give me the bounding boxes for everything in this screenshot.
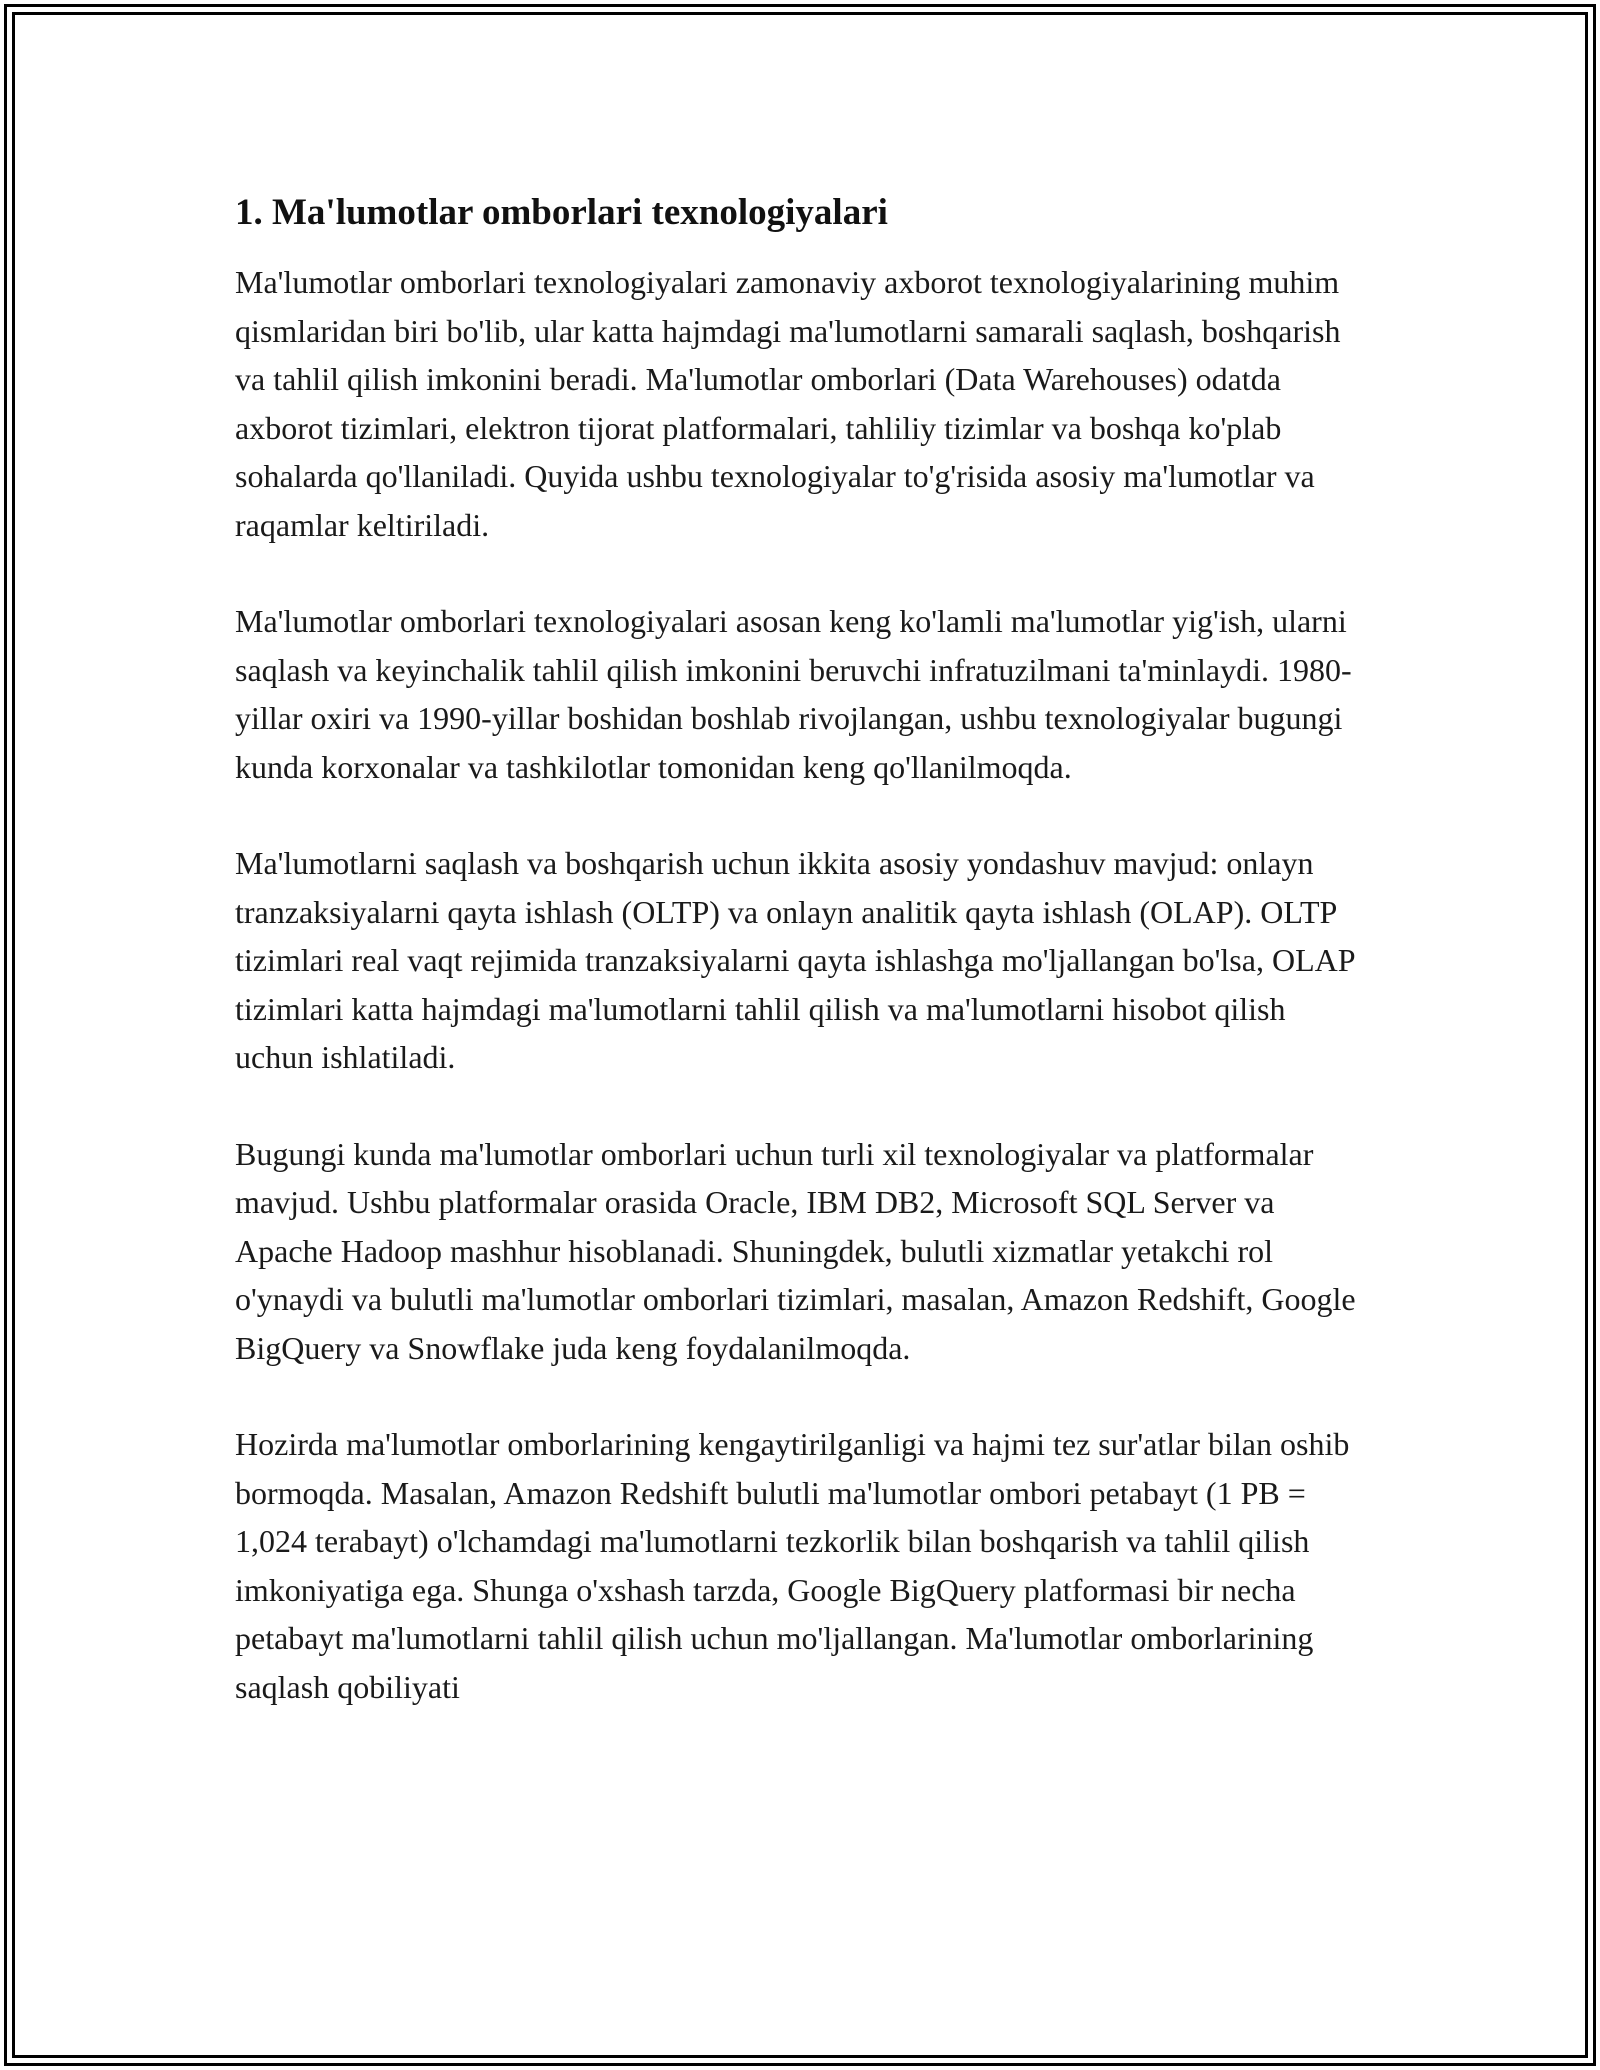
paragraph-scale: Hozirda ma'lumotlar omborlarining kengaytirilganligi va hajmi tez sur'atlar bilan oshib bormoqda. Masalan, Amazon Redshift bulutli ma'lumotlar ombori petabayt (1 PB = 1,024 terabayt) o'lchamdagi ma'lumotlarni tezkorlik bilan boshqarish va tahlil qilish imkoniyatiga ega. Shunga o'xshash tarzda, Google BigQuery platformasi bir necha petabayt ma'lumotlarni tahlil qilish uchun mo'ljallangan. Ma'lumotlar omborlarining saqlash qobiliyati — [235, 1426, 1350, 1705]
paragraph-platforms: Bugungi kunda ma'lumotlar omborlari uchun turli xil texnologiyalar va platformalar mavjud. Ushbu platformalar orasida Oracle, IBM DB2, Microsoft SQL Server va Apache Hadoop mashhur hisoblanadi. Shuningdek, bulutli xizmatlar yetakchi rol o'ynaydi va bulutli ma'lumotlar omborlari tizimlari, masalan, Amazon Redshift, Google BigQuery va Snowflake juda keng foydalanilmoqda. — [235, 1135, 1356, 1366]
document-body — [235, 188, 1370, 1711]
section-heading: 1. Ma'lumotlar omborlari texnologiyalari — [235, 192, 888, 233]
paragraph-infrastructure: Ma'lumotlar omborlari texnologiyalari asosan keng ko'lamli ma'lumotlar yig'ish, ularni saqlash va keyinchalik tahlil qilish imkonini beruvchi infratuzilmani ta'minlaydi. 1980-yillar oxiri va 1990-yillar boshidan boshlab rivojlangan, ushbu texnologiyalar bugungi kunda korxonalar va tashkilotlar tomonidan keng qo'llanilmoqda. — [235, 603, 1352, 785]
paragraph-intro: Ma'lumotlar omborlari texnologiyalari zamonaviy axborot texnologiyalarining muhim qismlaridan biri bo'lib, ular katta hajmdagi ma'lumotlarni samarali saqlash, boshqarish va tahlil qilish imkonini beradi. Ma'lumotlar omborlari (Data Warehouses) odatda axborot tizimlari, elektron tijorat platformalari, tahliliy tizimlar va boshqa ko'plab sohalarda qo'llaniladi. Quyida ushbu texnologiyalar to'g'risida asosiy ma'lumotlar va raqamlar keltiriladi. — [235, 264, 1341, 543]
paragraph-oltp-olap: Ma'lumotlarni saqlash va boshqarish uchun ikkita asosiy yondashuv mavjud: onlayn tranzaksiyalarni qayta ishlash (OLTP) va onlayn analitik qayta ishlash (OLAP). OLTP tizimlari real vaqt rejimida tranzaksiyalarni qayta ishlashga mo'ljallangan bo'lsa, OLAP tizimlari katta hajmdagi ma'lumotlarni tahlil qilish va ma'lumotlarni hisobot qilish uchun ishlatiladi. — [235, 845, 1355, 1075]
